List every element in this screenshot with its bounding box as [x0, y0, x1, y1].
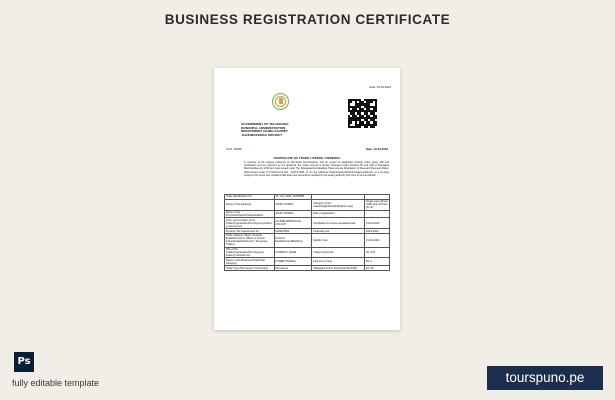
table-row	[225, 233, 390, 247]
table-row	[225, 210, 390, 218]
government-emblem-icon	[272, 93, 289, 110]
issuing-department	[241, 123, 289, 137]
table-cell: JOHN CITIZEN	[274, 210, 312, 218]
document-date: Date: 19-03-2023	[369, 85, 391, 89]
table-cell: Date of application	[312, 210, 365, 218]
table-cell: Title of the Trade/Organization/Firm/Agency/ Industry/ services etc.	[225, 247, 275, 258]
table-cell: 2023-2024	[365, 229, 390, 234]
certificate-paragraph: In exercise of the powers conferred on Municipal Commissioner and on receipt of application through online along with self certification and fee payment by the applicant, the Trade License is hereby Renewed under sections 53 and 138 of Telangana Municipalities Act, 2019 and rules issued under The Telangana Municipalities Trade License (Regulation of Issue and Renewal) Rules, 2020 issued under G.O.Ms.No.141 MA., dt.20.5.2020, to run the following Trade/Organization/Firm/Agency/Industry at a premise subject to the terms and conditions laid down and restrictions imposed by the issuing authority from time to time as follows:	[244, 161, 389, 177]
table-cell: Rs. 50	[365, 266, 390, 271]
serial-value: 40022	[233, 147, 242, 151]
page-title: BUSINESS REGISTRATION CERTIFICATE	[164, 12, 451, 27]
table-cell: Name of the applicant	[225, 199, 275, 210]
brand-badge: tourspuno.pe	[487, 366, 603, 390]
table-cell: Financial year	[312, 229, 365, 234]
certificate-document	[214, 68, 400, 330]
table-cell: Telangana Green Fund (Haritha Nidhi)	[312, 266, 365, 271]
template-caption: fully editable template	[12, 378, 100, 388]
qr-code-icon	[348, 99, 377, 128]
table-row	[225, 218, 390, 229]
table-cell: Trade Category (D&O, General Establishment or offices or shops/ Industrial Establishment / Temporary Trades)	[225, 233, 275, 247]
table-row	[225, 199, 390, 210]
table-cell: General Establishment(Building)	[274, 233, 312, 247]
table-cell: Trade Identification No.	[225, 195, 275, 200]
org-line: GOVERNMENT OF TELANGANA	[241, 122, 289, 126]
table-cell: Validity Upto	[312, 233, 365, 247]
table-cell: Name of the Proprietor/Partner/Shareholder/s	[225, 210, 275, 218]
table-cell: No. 207	[365, 247, 390, 258]
table-row	[225, 266, 390, 271]
table-cell: Single Lane (Road width upto 40 Feet, (Ft.)2)	[366, 200, 389, 210]
serial-label: S.No.	[226, 147, 233, 151]
photoshop-logo-icon: Ps	[14, 352, 34, 372]
table-cell: Late Fee (if any)	[312, 258, 365, 266]
table-cell: Rs. 0	[365, 258, 390, 266]
table-cell: JOHN CITIZEN	[274, 199, 312, 210]
org-line: DEPARTMENT (GHMC-KAZIPET	[241, 129, 288, 134]
table-cell: TS_GG_0026_11056385	[274, 195, 312, 200]
table-cell: H.No. and Location of the Trade/Organization/Firm/Agency/Industry/ services etc.	[225, 218, 275, 229]
table-row	[225, 258, 390, 266]
table-cell: 3-8-538/LIBRAN/GAR COLONY	[274, 218, 312, 229]
table-cell: 31-03-2024	[365, 233, 390, 247]
table-cell: Nature of the Business/Trade(Sub Category)	[225, 258, 275, 266]
table-cell: Trade License No	[312, 247, 365, 258]
table-cell: Category of the trade(Single/Double/Multiple Lane)	[312, 199, 365, 210]
table-cell: COMPANY NAME	[274, 247, 312, 258]
table-cell: Certificate of License generated date	[312, 218, 365, 229]
table-cell: OTHER TRADES	[274, 258, 312, 266]
table-row	[225, 247, 390, 258]
table-cell	[365, 210, 390, 218]
license-details-table	[224, 194, 390, 271]
table-cell: Property Tax Assessment for	[225, 229, 275, 234]
table-cell: Trade Type (Permanent / Temporary)	[225, 266, 275, 271]
table-cell: Permanent	[274, 266, 312, 271]
org-line: ,HANUMAKONDA DISTRICT	[241, 132, 282, 137]
certificate-heading: CERTIFICATE OF TRADE LICENSE / RENEWAL	[273, 156, 341, 160]
issue-date: Date: 19-03-2023	[365, 147, 388, 151]
table-cell: 1118018552	[274, 229, 312, 234]
table-cell: 19-03-2023	[365, 218, 390, 229]
org-line: MUNICIPAL ADMINISTRATION	[241, 125, 286, 130]
serial-number	[226, 147, 242, 151]
